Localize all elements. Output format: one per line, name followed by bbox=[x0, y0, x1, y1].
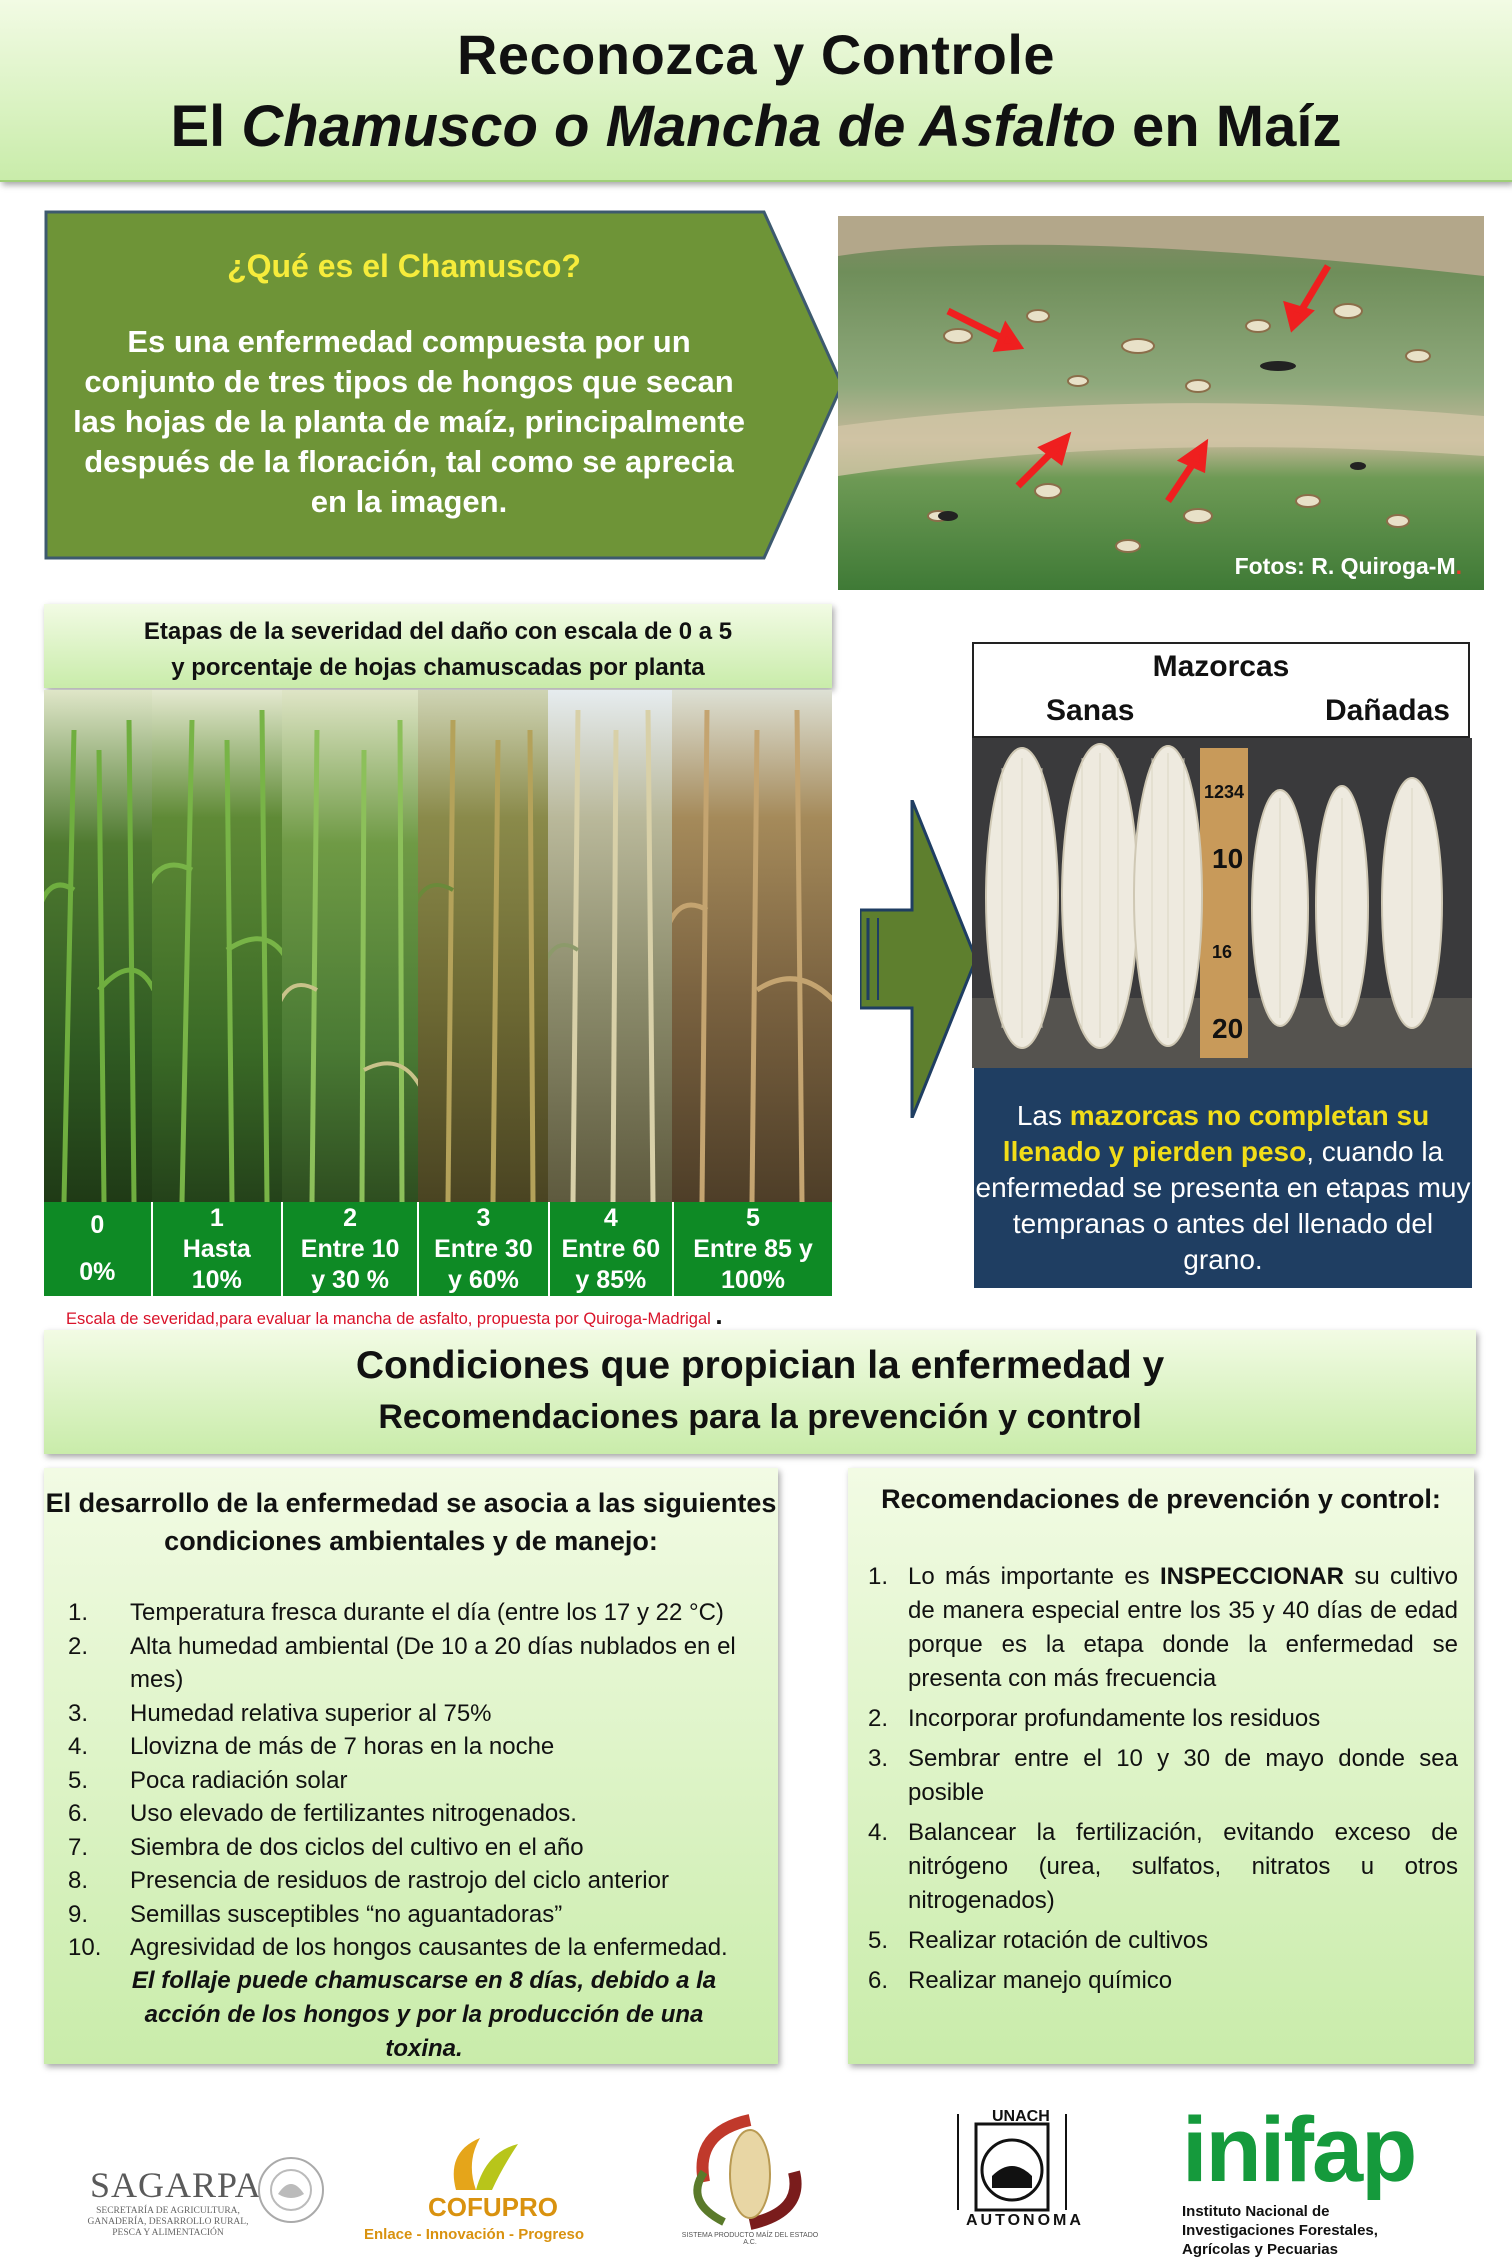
list-item-text: Llovizna de más de 7 horas en la noche bbox=[130, 1733, 555, 1760]
right-arrow-icon bbox=[860, 800, 978, 1118]
scale-note-text: Escala de severidad,para evaluar la mancha de asfalto, propuesta por Quiroga-Madrigal bbox=[66, 1310, 711, 1328]
leaf-illustration bbox=[838, 216, 1484, 590]
info-highlight: mazorcas no completan su llenado y pierden peso bbox=[1002, 1100, 1430, 1167]
list-item-text: Agresividad de los hongos causantes de la enfermedad. bbox=[130, 1934, 728, 1961]
list-item-text: Presencia de residuos de rastrojo del ciclo anterior bbox=[130, 1867, 669, 1894]
scale-note bbox=[66, 1300, 723, 1331]
stages-title-line-2: y porcentaje de hojas chamuscadas por planta bbox=[171, 654, 705, 681]
title-prefix: El bbox=[170, 94, 242, 159]
stage-cell-5 bbox=[674, 1202, 832, 1296]
list-item-text: Siembra de dos ciclos del cultivo en el año bbox=[130, 1833, 584, 1861]
list-item: 5. Realizar rotación de cultivos bbox=[868, 1927, 1209, 1954]
list-item: 10. Agresividad de los hongos causantes de la enfermedad. bbox=[68, 1934, 728, 1961]
conditions-header bbox=[44, 1330, 1476, 1454]
title-banner bbox=[0, 0, 1512, 182]
svg-text:10: 10 bbox=[1212, 843, 1244, 874]
list-item-text: Alta humedad ambiental (De 10 a 20 días nublados en el mes) bbox=[130, 1632, 736, 1693]
mexico-seal-icon bbox=[256, 2150, 326, 2230]
list-item: 2. Incorporar profundamente los residuos bbox=[868, 1705, 1321, 1732]
stage-percent-line-1: Entre 85 y bbox=[693, 1234, 813, 1263]
list-item: 2. Alta humedad ambiental (De 10 a 20 días nublados en el mes) bbox=[68, 1632, 736, 1693]
svg-text:16: 16 bbox=[1212, 942, 1233, 962]
title-disease-name: Chamusco o Mancha de Asfalto bbox=[241, 94, 1116, 159]
recommendations-title: Recomendaciones de prevención y control: bbox=[881, 1484, 1441, 1514]
what-is-callout bbox=[44, 210, 844, 560]
list-item: 4. Balancear la fertilización, evitando exceso de nitrógeno (urea, sulfatos, nitratos u otros nitrogenados) bbox=[868, 1819, 1458, 1914]
stage-5-photo bbox=[672, 690, 832, 1202]
list-item: 9. Semillas susceptibles “no aguantadoras” bbox=[68, 1900, 563, 1928]
inifap-full-name: Instituto Nacional de Investigaciones Forestales, Agrícolas y Pecuarias bbox=[1182, 2203, 1378, 2258]
list-item-text: Humedad relativa superior al 75% bbox=[130, 1699, 492, 1727]
scale-note-dot: . bbox=[715, 1300, 723, 1330]
item-bold: INSPECCIONAR bbox=[1159, 1563, 1345, 1590]
stage-level: 5 bbox=[746, 1203, 760, 1232]
stage-level: 3 bbox=[476, 1203, 491, 1232]
stage-level: 1 bbox=[209, 1203, 224, 1232]
stage-percent-line-2: y 85% bbox=[575, 1265, 647, 1294]
corn-ears-illustration bbox=[972, 738, 1472, 1068]
conditions-heading-2: Recomendaciones para la prevención y control bbox=[378, 1398, 1142, 1436]
corn-ears-photo bbox=[972, 738, 1472, 1068]
stages-photo-strip bbox=[44, 690, 832, 1202]
sagarpa-logo: SAGARPA bbox=[90, 2165, 262, 2205]
stages-title bbox=[44, 604, 832, 688]
mazorcas-info bbox=[974, 1068, 1472, 1288]
inifap-logo: inifap bbox=[1182, 2099, 1416, 2201]
asociacion-maiz-logo bbox=[684, 2112, 816, 2230]
stage-2-photo bbox=[282, 690, 418, 1202]
info-suffix: , cuando la enfermedad se presenta en etapas muy tempranas o antes del llenado del grano. bbox=[975, 1136, 1471, 1275]
stages-scale-table bbox=[44, 1202, 832, 1296]
list-item-text: Sembrar entre el 10 y 30 de mayo donde sea posible bbox=[908, 1745, 1458, 1806]
svg-text:20: 20 bbox=[1212, 1013, 1244, 1044]
list-item: 4. Llovizna de más de 7 horas en la noche bbox=[68, 1733, 555, 1760]
stage-cell-4 bbox=[550, 1202, 674, 1296]
unach-bottom-label: AUTONOMA bbox=[966, 2212, 1084, 2229]
stage-level: 0 bbox=[90, 1211, 105, 1239]
conditions-panel-title: El desarrollo de la enfermedad se asocia a las siguientes condiciones ambientales y de manejo: bbox=[45, 1488, 777, 1556]
conditions-heading-1: Condiciones que propician la enfermedad y bbox=[355, 1344, 1165, 1387]
list-item-text: Incorporar profundamente los residuos bbox=[908, 1705, 1321, 1732]
list-item: 7. Siembra de dos ciclos del cultivo en el año bbox=[68, 1833, 584, 1861]
stages-title-line-1: Etapas de la severidad del daño con escala de 0 a 5 bbox=[143, 618, 733, 645]
list-item: 5. Poca radiación solar bbox=[68, 1766, 348, 1794]
list-item: 6. Uso elevado de fertilizantes nitrogenados. bbox=[68, 1800, 577, 1827]
stage-percent: 0% bbox=[79, 1258, 116, 1286]
stage-1-plants bbox=[152, 690, 282, 1202]
list-item-text: Uso elevado de fertilizantes nitrogenados. bbox=[130, 1800, 577, 1827]
what-is-question: ¿Qué es el Chamusco? bbox=[227, 248, 581, 284]
photo-credit-text: Fotos: R. Quiroga-M bbox=[1234, 553, 1456, 579]
stage-percent-line-1: Entre 30 bbox=[434, 1234, 533, 1263]
stage-5-plants bbox=[672, 690, 832, 1202]
stage-cell-1 bbox=[153, 1202, 283, 1296]
list-item-text: Poca radiación solar bbox=[130, 1766, 348, 1794]
stage-1-photo bbox=[152, 690, 282, 1202]
list-item: 3. Humedad relativa superior al 75% bbox=[68, 1699, 492, 1727]
stage-level: 4 bbox=[603, 1203, 618, 1232]
stage-percent-line-1: Hasta bbox=[182, 1234, 251, 1263]
cofupro-leaf-icon bbox=[436, 2132, 522, 2192]
stage-3-plants bbox=[418, 690, 548, 1202]
stage-cell-2 bbox=[283, 1202, 419, 1296]
info-prefix: Las bbox=[1016, 1100, 1070, 1131]
stage-percent-line-2: 10% bbox=[191, 1265, 242, 1294]
item-prefix: Lo más importante es bbox=[908, 1563, 1160, 1590]
svg-text:1234: 1234 bbox=[1204, 782, 1245, 802]
list-item: 8. Presencia de residuos de rastrojo del ciclo anterior bbox=[68, 1867, 669, 1894]
stage-0-photo bbox=[44, 690, 152, 1202]
stage-3-photo bbox=[418, 690, 548, 1202]
stage-percent-line-1: Entre 10 bbox=[300, 1234, 400, 1263]
list-item-text: Realizar manejo químico bbox=[908, 1967, 1173, 1994]
list-item-text: Realizar rotación de cultivos bbox=[908, 1927, 1209, 1954]
stage-4-photo bbox=[548, 690, 672, 1202]
conditions-panel bbox=[44, 1468, 778, 2064]
conditions-footnote: El follaje puede chamuscarse en 8 días, debido a la acción de los hongos y por la producción de una toxina. bbox=[131, 1967, 717, 2062]
conditions-list bbox=[68, 1596, 768, 1965]
unach-label: UNACH bbox=[992, 2108, 1050, 2125]
stage-2-plants bbox=[282, 690, 418, 1202]
list-item: 6. Realizar manejo químico bbox=[868, 1967, 1173, 1994]
mazorcas-damaged-label: Dañadas bbox=[1324, 694, 1450, 727]
sagarpa-subtitle: SECRETARÍA DE AGRICULTURA, GANADERÍA, DESARROLLO RURAL, PESCA Y ALIMENTACIÓN bbox=[87, 2206, 249, 2238]
mazorcas-healthy-label: Sanas bbox=[1046, 694, 1135, 727]
stage-percent-line-2: y 60% bbox=[447, 1265, 519, 1294]
mazorcas-label-box bbox=[972, 642, 1470, 738]
leaf-lesions-photo bbox=[838, 216, 1484, 590]
item-suffix: su cultivo de manera especial entre los 35 y 40 días de edad porque es la etapa donde la enfermedad se presenta con más frecuencia bbox=[908, 1563, 1458, 1692]
list-item: 1. Temperatura fresca durante el día (entre los 17 y 22 °C) bbox=[68, 1599, 724, 1626]
stage-level: 2 bbox=[343, 1203, 358, 1232]
stage-cell-3 bbox=[419, 1202, 549, 1296]
photo-credit bbox=[1235, 553, 1462, 580]
title-suffix: en Maíz bbox=[1115, 94, 1342, 159]
title-line-2 bbox=[0, 93, 1512, 160]
stage-4-plants bbox=[548, 690, 672, 1202]
list-item: 1. Lo más importante es INSPECCIONAR su cultivo de manera especial entre los 35 y 40 días de edad porque es la etapa donde la enfermedad se presenta con más frecuencia bbox=[868, 1563, 1458, 1692]
photo-credit-dot: . bbox=[1455, 553, 1462, 579]
list-item-text: Semillas susceptibles “no aguantadoras” bbox=[130, 1900, 563, 1928]
stage-cell-0 bbox=[44, 1202, 153, 1296]
recommendations-panel bbox=[848, 1468, 1474, 2064]
title-line-1: Reconozca y Controle bbox=[456, 23, 1056, 86]
asociacion-caption: SISTEMA PRODUCTO MAÍZ DEL ESTADO A.C. bbox=[681, 2232, 819, 2246]
mazorcas-title: Mazorcas bbox=[1152, 650, 1290, 683]
stage-0-plants bbox=[44, 690, 152, 1202]
stage-percent-line-1: Entre 60 bbox=[561, 1234, 661, 1263]
list-item-text: Temperatura fresca durante el día (entre los 17 y 22 °C) bbox=[130, 1599, 724, 1626]
what-is-description: Es una enfermedad compuesta por un conjunto de tres tipos de hongos que secan las hojas de la planta de maíz, principalmente después de la floración, tal como se aprecia en la imagen. bbox=[73, 324, 745, 519]
recommendations-list bbox=[868, 1560, 1458, 2004]
list-item: 3. Sembrar entre el 10 y 30 de mayo donde sea posible bbox=[868, 1745, 1458, 1806]
cofupro-logo: COFUPRO bbox=[428, 2192, 558, 2222]
stage-percent-line-2: y 30 % bbox=[311, 1265, 390, 1294]
cofupro-tagline: Enlace - Innovación - Progreso bbox=[364, 2226, 585, 2243]
stage-percent-line-2: 100% bbox=[721, 1265, 785, 1294]
list-item-text: Balancear la fertilización, evitando exceso de nitrógeno (urea, sulfatos, nitratos u otros nitrogenados) bbox=[908, 1819, 1458, 1914]
